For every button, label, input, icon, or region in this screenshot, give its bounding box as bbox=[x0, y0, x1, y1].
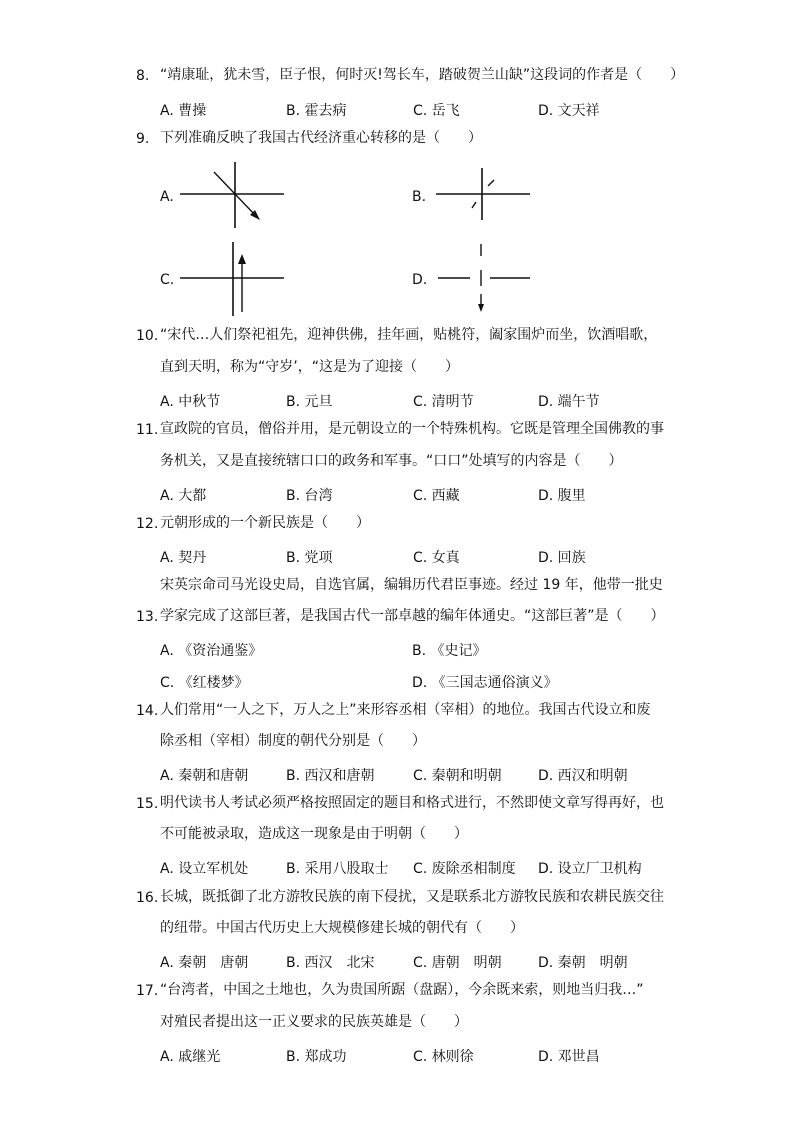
option-d[interactable]: D. 文天祥 bbox=[538, 103, 600, 119]
option-b[interactable]: B. 西汉 北宋 bbox=[286, 955, 375, 971]
question-number: 17. bbox=[136, 983, 159, 999]
option-a[interactable]: A. 秦朝和唐朝 bbox=[160, 768, 249, 784]
option-c[interactable]: C. 清明节 bbox=[413, 394, 474, 410]
option-d[interactable]: D. 腹里 bbox=[538, 488, 586, 504]
option-d[interactable]: D. 回族 bbox=[538, 550, 586, 566]
question-stem-line-2: 除丞相（宰相）制度的朝代分别是（ ） bbox=[160, 733, 426, 749]
option-c[interactable]: C. 女真 bbox=[413, 550, 460, 566]
option-a[interactable]: A. 秦朝 唐朝 bbox=[160, 955, 249, 971]
question-number: 13. bbox=[136, 609, 159, 625]
arrow-diagram-c bbox=[180, 240, 290, 316]
question-stem-line-2: 不可能被录取，造成这一现象是由于明朝（ ） bbox=[160, 826, 468, 842]
question-stem-line-1: 长城，既抵御了北方游牧民族的南下侵扰，又是联系北方游牧民族和农耕民族交往 bbox=[160, 889, 664, 905]
question-number: 9. bbox=[136, 131, 150, 147]
question-stem-line-2: 学家完成了这部巨著，是我国古代一部卓越的编年体通史。“这部巨著”是（ ） bbox=[160, 608, 665, 624]
option-a[interactable]: A. 大都 bbox=[160, 488, 207, 504]
question-number: 16. bbox=[136, 890, 159, 906]
option-d[interactable]: D. 秦朝 明朝 bbox=[538, 955, 628, 971]
option-d-label[interactable]: D. bbox=[412, 272, 428, 288]
question-stem: “靖康耻，犹未雪，臣子恨，何时灭!驾长车，踏破贺兰山缺”这段词的作者是（ ） bbox=[160, 67, 685, 83]
question-stem-line-1: 明代读书人考试必须严格按照固定的题目和格式进行，不然即使文章写得再好，也 bbox=[160, 795, 664, 811]
option-c[interactable]: C. 《红楼梦》 bbox=[160, 675, 249, 691]
option-b[interactable]: B. 郑成功 bbox=[286, 1049, 347, 1065]
option-b[interactable]: B. 《史记》 bbox=[412, 643, 487, 659]
option-b[interactable]: B. 采用八股取士 bbox=[286, 861, 389, 877]
option-d[interactable]: D. 西汉和明朝 bbox=[538, 768, 628, 784]
option-b[interactable]: B. 元旦 bbox=[286, 394, 333, 410]
option-c[interactable]: C. 岳飞 bbox=[413, 103, 460, 119]
option-c[interactable]: C. 废除丞相制度 bbox=[413, 861, 516, 877]
question-stem-line-1: 宋英宗命司马光设史局，自选官属，编辑历代君臣事迹。经过 19 年，他带一批史 bbox=[160, 577, 663, 593]
option-b[interactable]: B. 台湾 bbox=[286, 488, 333, 504]
question-stem-line-1: 宣政院的官员，僧俗并用，是元朝设立的一个特殊机构。它既是管理全国佛教的事 bbox=[160, 421, 664, 437]
option-d[interactable]: D. 《三国志通俗演义》 bbox=[412, 675, 558, 691]
arrow-diagram-a bbox=[180, 162, 290, 228]
arrow-diagram-d bbox=[432, 240, 542, 316]
option-c[interactable]: C. 西藏 bbox=[413, 488, 460, 504]
option-c[interactable]: C. 秦朝和明朝 bbox=[413, 768, 502, 784]
option-a[interactable]: A. 契丹 bbox=[160, 550, 207, 566]
option-a[interactable]: A. 设立军机处 bbox=[160, 861, 249, 877]
option-b[interactable]: B. 党项 bbox=[286, 550, 333, 566]
option-c-label[interactable]: C. bbox=[160, 272, 175, 288]
question-number: 8. bbox=[136, 68, 150, 84]
option-a-label[interactable]: A. bbox=[160, 189, 174, 205]
question-stem-line-1: “台湾者，中国之土地也，久为贵国所踞（盘踞），今余既来索，则地当归我…” bbox=[160, 982, 644, 998]
question-number: 11. bbox=[136, 422, 159, 438]
option-a[interactable]: A. 戚继光 bbox=[160, 1049, 221, 1065]
question-stem-line-2: 对殖民者提出这一正义要求的民族英雄是（ ） bbox=[160, 1014, 468, 1030]
option-d[interactable]: D. 设立厂卫机构 bbox=[538, 861, 642, 877]
option-a[interactable]: A. 中秋节 bbox=[160, 394, 221, 410]
option-a[interactable]: A. 《资治通鉴》 bbox=[160, 643, 263, 659]
arrow-diagram-b bbox=[432, 162, 542, 228]
option-d[interactable]: D. 端午节 bbox=[538, 394, 600, 410]
question-number: 12. bbox=[136, 516, 159, 532]
option-a[interactable]: A. 曹操 bbox=[160, 103, 207, 119]
question-stem: 元朝形成的一个新民族是（ ） bbox=[160, 515, 370, 531]
question-number: 14. bbox=[136, 703, 159, 719]
option-b[interactable]: B. 西汉和唐朝 bbox=[286, 768, 375, 784]
option-b[interactable]: B. 霍去病 bbox=[286, 103, 347, 119]
option-d[interactable]: D. 邓世昌 bbox=[538, 1049, 600, 1065]
question-stem-line-1: 人们常用“一人之下，万人之上”来形容丞相（宰相）的地位。我国古代设立和废 bbox=[160, 702, 651, 718]
option-b-label[interactable]: B. bbox=[412, 189, 427, 205]
question-stem-line-2: 的纽带。中国古代历史上大规模修建长城的朝代有（ ） bbox=[160, 920, 524, 936]
question-number: 10. bbox=[136, 328, 159, 344]
option-c[interactable]: C. 林则徐 bbox=[413, 1049, 474, 1065]
question-stem-line-2: 务机关，又是直接统辖口口的政务和军事。“口口”处填写的内容是（ ） bbox=[160, 453, 623, 469]
question-stem-line-1: “宋代…人们祭祀祖先，迎神供佛，挂年画，贴桃符，阖家围炉而坐，饮酒唱歌， bbox=[160, 327, 658, 343]
question-number: 15. bbox=[136, 796, 159, 812]
question-stem-line-2: 直到天明，称为“守岁’，“这是为了迎接（ ） bbox=[160, 359, 459, 375]
question-stem: 下列准确反映了我国古代经济重心转移的是（ ） bbox=[160, 130, 482, 146]
option-c[interactable]: C. 唐朝 明朝 bbox=[413, 955, 502, 971]
